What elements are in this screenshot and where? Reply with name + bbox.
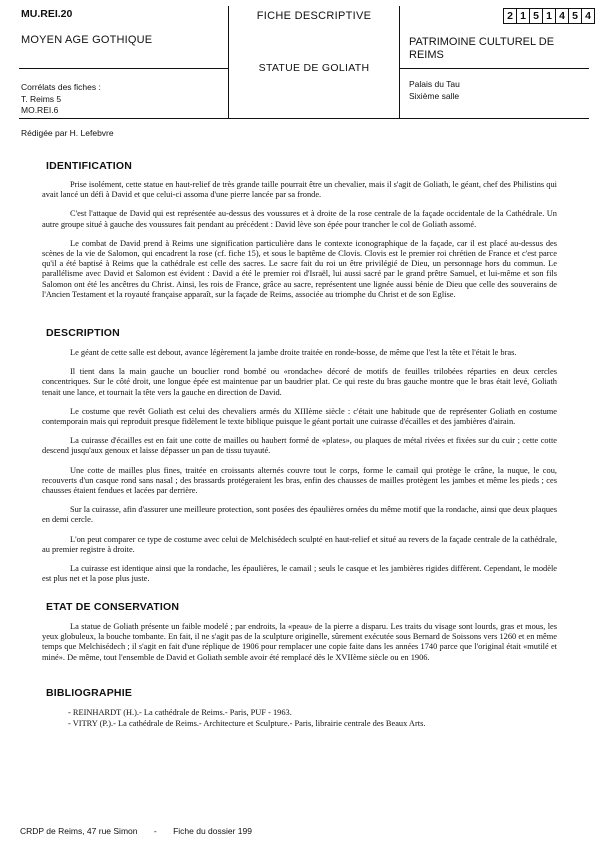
fiche-number-digit: 1 <box>516 9 529 23</box>
patrimoine-line: REIMS <box>409 49 444 61</box>
bibliography-entry: - VITRY (P.).- La cathédrale de Reims.- Architecture et Sculpture.- Paris, librairie centrale des Beaux Arts. <box>68 718 426 728</box>
patrimoine-line: PATRIMOINE CULTUREL DE <box>409 36 555 48</box>
paragraph: La cuirasse d'écailles est en fait une cotte de mailles ou haubert formé de «plates», ou plaques de métal rivées et fixées sur du cuir ; cette cotte descend jusqu'aux genoux et laisse dépasser un pan de tissu tuyauté. <box>42 436 557 456</box>
divider <box>399 6 400 118</box>
location-line: Sixième salle <box>409 91 460 101</box>
section-heading-bibliographie: BIBLIOGRAPHIE <box>46 687 133 699</box>
section-heading-identification: IDENTIFICATION <box>46 160 133 172</box>
paragraph: Prise isolément, cette statue en haut-relief de très grande taille pourrait être un chevalier, mais il s'agit de Goliath, le géant, chef des Philistins qui avait lancé un défi à David et que celui-ci assoma d'une pierre lancée par sa fronde. <box>42 180 557 200</box>
fiche-number-digit: 5 <box>568 9 581 23</box>
document-code: MU.REI.20 <box>21 8 73 20</box>
author-line: Rédigée par H. Lefebvre <box>21 128 114 138</box>
paragraph: La cuirasse est identique ainsi que la rondache, les épaulières, le camail ; seuls le casque et les jambières rigides diffèrent. Cependant, le modèle est plus net et la pose plus juste. <box>42 564 557 584</box>
bibliography-entry: - REINHARDT (H.).- La cathédrale de Reims.- Paris, PUF - 1963. <box>68 708 292 717</box>
section-heading-description: DESCRIPTION <box>46 327 120 339</box>
footer <box>20 826 266 836</box>
correlats-title: Corrélats des fiches : <box>21 82 101 92</box>
paragraph: C'est l'attaque de David qui est représentée au-dessus des voussures et à droite de la rose centrale de la façade occidentale de la Cathédrale. Un autre groupe situé à gauche des voussures fait pendant au précédent : David lève son épée pour trancher le col de Goliath assomé. <box>42 209 557 229</box>
patrimoine-label <box>409 36 554 62</box>
page-title: STATUE DE GOLIATH <box>258 62 370 74</box>
divider <box>228 6 229 118</box>
bibliography-list <box>68 708 425 729</box>
footer-address: CRDP de Reims, 47 rue Simon <box>20 826 138 836</box>
location-line: Palais du Tau <box>409 79 460 89</box>
correlats <box>21 82 101 117</box>
correlats-item: T. Reims 5 <box>21 93 62 104</box>
header <box>19 6 589 114</box>
etat-body <box>42 622 557 672</box>
paragraph: Une cotte de mailles plus fines, traitée en croissants alternés couvre tout le corps, forme le camail qui protège le crâne, la nuque, le cou, recouverts d'un casque rond sans nasal ; des brassards protégeraient les bras, enfin des chausses de mailles protègent les jambes et même les pieds ; ces chausses étaient fendues et lacées par derrière. <box>42 465 557 496</box>
correlats-item: MO.REI.6 <box>21 105 59 115</box>
footer-fiche: Fiche du dossier 199 <box>173 826 252 836</box>
paragraph: Le costume que revêt Goliath est celui des chevaliers armés du XIIIème siècle : c'était une habitude que de représenter Goliath en costume contemporain mais qui reproduit presque fidèlement le texte biblique puisque le géant portait une cuirasse d'écailles et des jambières d'airain. <box>42 406 557 427</box>
footer-separator: - <box>153 826 157 836</box>
fiche-number-digit: 4 <box>581 9 594 23</box>
paragraph: Le géant de cette salle est debout, avance légèrement la jambe droite traitée en ronde-bosse, de même que l'est la tête et l'était le bras. <box>70 348 517 357</box>
divider <box>19 118 589 119</box>
identification-body <box>42 180 557 309</box>
paragraph: Sur la cuirasse, afin d'assurer une meilleure protection, sont posées des épaulières ornées du même motif que la rondache, ainsi que deux plaques en demi cercle. <box>42 505 557 525</box>
paragraph: L'on peut comparer ce type de costume avec celui de Melchisédech sculpté en haut-relief et situé au revers de la façade centrale de la cathédrale, au premier registre à droite. <box>42 534 557 554</box>
fiche-number <box>503 8 595 24</box>
epoch-label: MOYEN AGE GOTHIQUE <box>21 34 153 46</box>
paragraph: La statue de Goliath présente un faible modelé ; par endroits, la «peau» de la pierre a disparu. Les traits du visage sont lourds, gras et mous, les yeux globuleux, la bouche tombante. En fait, il ne s'agit pas de la sculpture originelle, sûrement exécutée sous Bernard de Soissons vers 1260 et en même temps que Melchisédech ; il s'agit en fait d'une réplique de 1906 pour remplacer une copie faite dans les années 1740 parce que l'original était «mutilé et miné». De même, tout l'ensemble de David et Goliath semble avoir été remplacé dès le XVIIème siècle ou en 1906. <box>42 622 557 662</box>
location <box>409 78 460 102</box>
divider <box>399 68 589 69</box>
section-heading-etat: ETAT DE CONSERVATION <box>46 601 180 613</box>
fiche-number-digit: 5 <box>529 9 542 23</box>
fiche-number-digit: 1 <box>542 9 555 23</box>
fiche-type: FICHE DESCRIPTIVE <box>256 10 372 22</box>
divider <box>19 68 228 69</box>
paragraph: Il tient dans la main gauche un bouclier rond bombé ou «rondache» décoré de motifs de feuilles trilobées réparties en deux cercles concentriques. Sur le côté droit, une longue épée est maintenue par un baudrier plat. Ce qui reste du bras gauche montre que le bras était levé, Goliath tenait une lance, et tournait la tête vers la gauche en direction de David. <box>42 367 557 397</box>
paragraph: Le combat de David prend à Reims une signification particulière dans le contexte iconographique de la façade, car il est placé au-dessus des scènes de la vie de Salomon, qui encadrent la rose (cf. fiche 15), et sous le baptême de Clovis. Clovis est le premier roi chrétien de France et c'est parce qu'il a été baptisé à Reims que la cathédrale est celle des sacres. Le sacre fait du roi un être privilégié de Dieu, un personnage hors du commun. Le parallélisme avec David et Salomon est évident : David a été le premier roi d'Israël, lui aussi sacré par le grand prêtre Samuel, et lui-même et son fils Salomon ont été les ancêtres du Christ. Ainsi, les rois de France, grâce au sacre, représentent une lignée aussi bénie de Dieu que celle des souverains de l'Ancien Testament et la royauté française apparaît, sur la façade de Reims, associée au triomphe du Christ et de son Eglise. <box>42 238 557 299</box>
description-body <box>42 348 557 593</box>
fiche-number-digit: 2 <box>507 10 513 22</box>
fiche-number-digit: 4 <box>555 9 568 23</box>
